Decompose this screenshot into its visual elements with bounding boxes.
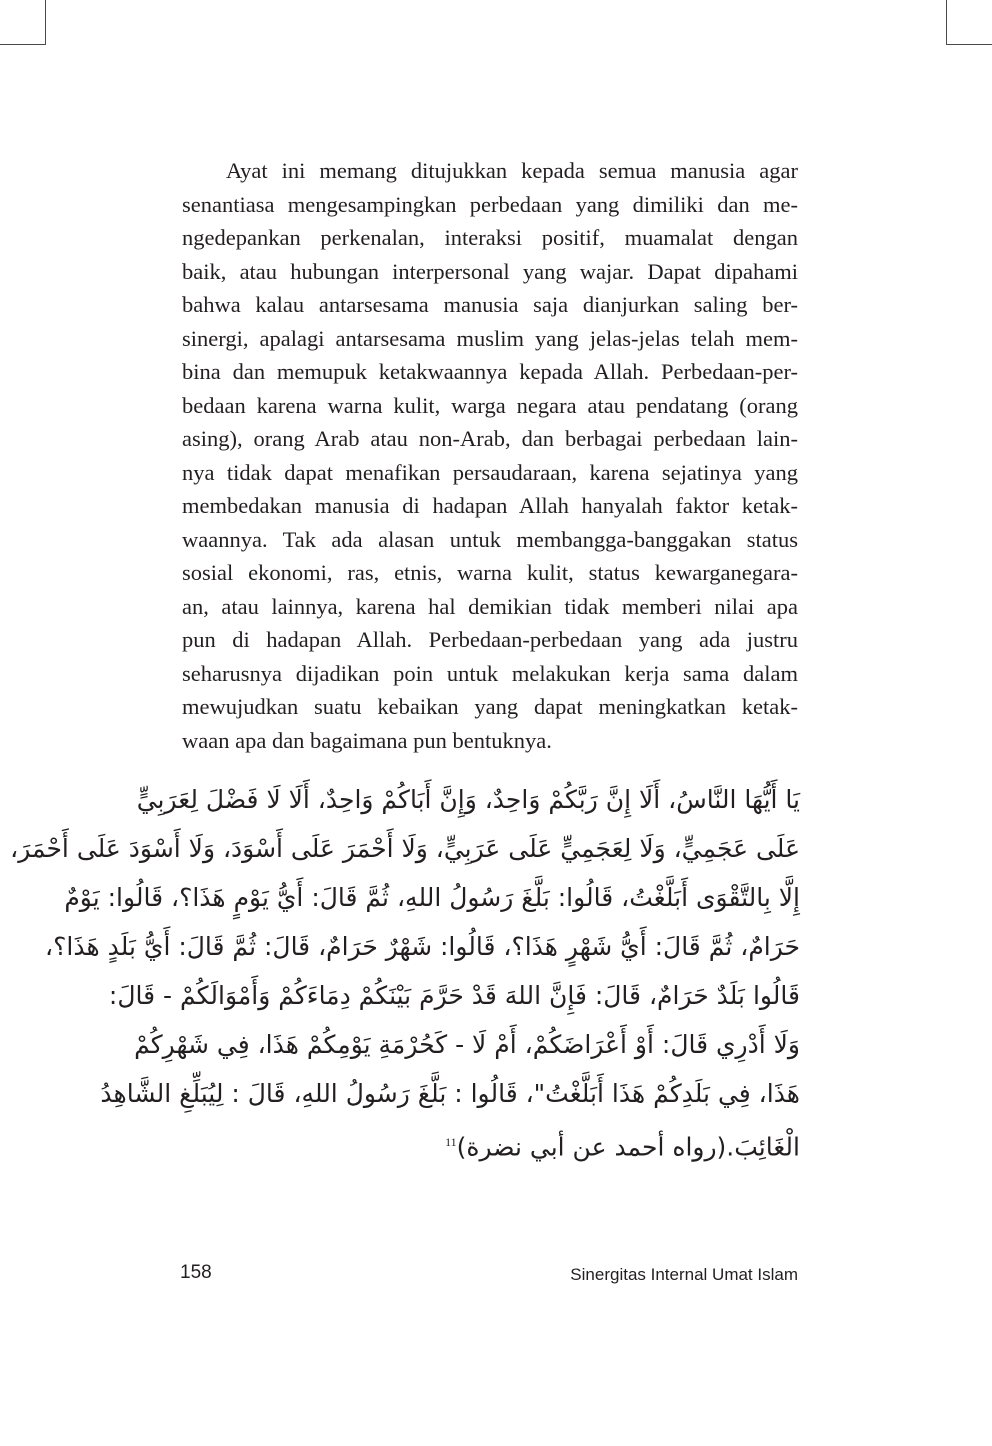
hadith-line: يَا أَيُّهَا النَّاسُ، أَلَا إِنَّ رَبَّكُمْ وَاحِدٌ، وَإِنَّ أَبَاكُمْ وَاحِدٌ، أَلَا لَا فَضْلَ لِعَرَبِيٍّ bbox=[136, 785, 800, 814]
hadith-arabic-block bbox=[10, 775, 800, 1167]
body-line: an, atau lainnya, karena hal demikian tidak memberi nilai apa bbox=[182, 593, 798, 619]
body-line: nya tidak dapat menafikan persaudaraan, karena sejatinya yang bbox=[182, 459, 798, 485]
hadith-line: عَلَى عَجَمِيٍّ، وَلَا لِعَجَمِيٍّ عَلَى عَرَبِيٍّ، وَلَا أَحْمَرَ عَلَى أَسْوَدَ، وَلَا أَسْوَدَ عَلَى أَحْمَرَ، bbox=[10, 834, 800, 863]
body-line: bedaan karena warna kulit, warga negara atau pendatang (orang bbox=[182, 392, 798, 418]
hadith-line: قَالُوا بَلَدٌ حَرَامٌ، قَالَ: فَإِنَّ اللهَ قَدْ حَرَّمَ بَيْنَكُمْ دِمَاءَكُمْ وَأَمْوَالَكُمْ - قَالَ: bbox=[108, 981, 800, 1010]
hadith-last-line bbox=[180, 1118, 800, 1167]
crop-mark-top-right-horizontal bbox=[947, 44, 992, 45]
crop-mark-top-right-vertical bbox=[946, 0, 947, 45]
body-line: bahwa kalau antarsesama manusia saja dianjurkan saling ber- bbox=[182, 292, 798, 317]
body-line: Ayat ini memang ditujukkan kepada semua manusia agar bbox=[226, 158, 798, 183]
hadith-line: حَرَامٌ، ثُمَّ قَالَ: أَيُّ شَهْرٍ هَذَا؟، قَالُوا: شَهْرٌ حَرَامٌ، قَالَ: ثُمَّ قَالَ: أَيُّ بَلَدٍ هَذَا؟، bbox=[45, 932, 800, 961]
body-line: bina dan memupuk ketakwaannya kepada Allah. Perbedaan-per- bbox=[182, 359, 798, 384]
body-line: pun di hadapan Allah. Perbedaan-perbedaan yang ada justru bbox=[182, 627, 798, 652]
hadith-line: الْغَائِبَ.(رواه أحمد عن أبي نضرة) bbox=[456, 1132, 800, 1162]
body-line: baik, atau hubungan interpersonal yang wajar. Dapat dipahami bbox=[182, 258, 798, 284]
body-line: membedakan manusia di hadapan Allah hanyalah faktor ketak- bbox=[182, 493, 798, 518]
body-line: sosial ekonomi, ras, etnis, warna kulit, status kewarganegara- bbox=[182, 560, 798, 585]
body-line: seharusnya dijadikan poin untuk melakukan kerja sama dalam bbox=[182, 660, 798, 686]
crop-mark-top-left-horizontal bbox=[0, 44, 45, 45]
page-number: 158 bbox=[180, 1262, 212, 1283]
body-line: waan apa dan bagaimana pun bentuknya. bbox=[182, 727, 552, 753]
body-line: asing), orang Arab atau non-Arab, dan berbagai perbedaan lain- bbox=[182, 426, 798, 451]
body-line: ngedepankan perkenalan, interaksi positif, muamalat dengan bbox=[182, 225, 798, 250]
footnote-marker[interactable]: 11 bbox=[445, 1135, 457, 1149]
hadith-line: وَلَا أَدْرِي قَالَ: أَوْ أَعْرَاضَكُمْ، أَمْ لَا - كَحُرْمَةِ يَوْمِكُمْ هَذَا، فِي شَهْرِكُمْ bbox=[134, 1030, 800, 1059]
hadith-line: إِلَّا بِالتَّقْوَى أَبَلَّغْتُ، قَالُوا: بَلَّغَ رَسُولُ اللهِ، ثُمَّ قَالَ: أَيُّ يَوْمٍ هَذَا؟، قَالُوا: يَوْمٌ bbox=[64, 883, 800, 912]
body-line: senantiasa mengesampingkan perbedaan yang dimiliki dan me- bbox=[182, 191, 798, 217]
crop-mark-top-left-vertical bbox=[45, 0, 46, 45]
body-line: mewujudkan suatu kebaikan yang dapat meningkatkan ketak- bbox=[182, 694, 798, 719]
body-line: waannya. Tak ada alasan untuk membangga-banggakan status bbox=[182, 526, 798, 552]
body-paragraph bbox=[182, 154, 798, 757]
running-title: Sinergitas Internal Umat Islam bbox=[570, 1265, 798, 1284]
body-line: sinergi, apalagi antarsesama muslim yang jelas-jelas telah mem- bbox=[182, 325, 798, 351]
hadith-line: هَذَا، فِي بَلَدِكُمْ هَذَا أَبَلَّغْتُ"، قَالُوا : بَلَّغَ رَسُولُ اللهِ، قَالَ : لِيُبَلِّغِ الشَّاهِدُ bbox=[100, 1079, 800, 1108]
